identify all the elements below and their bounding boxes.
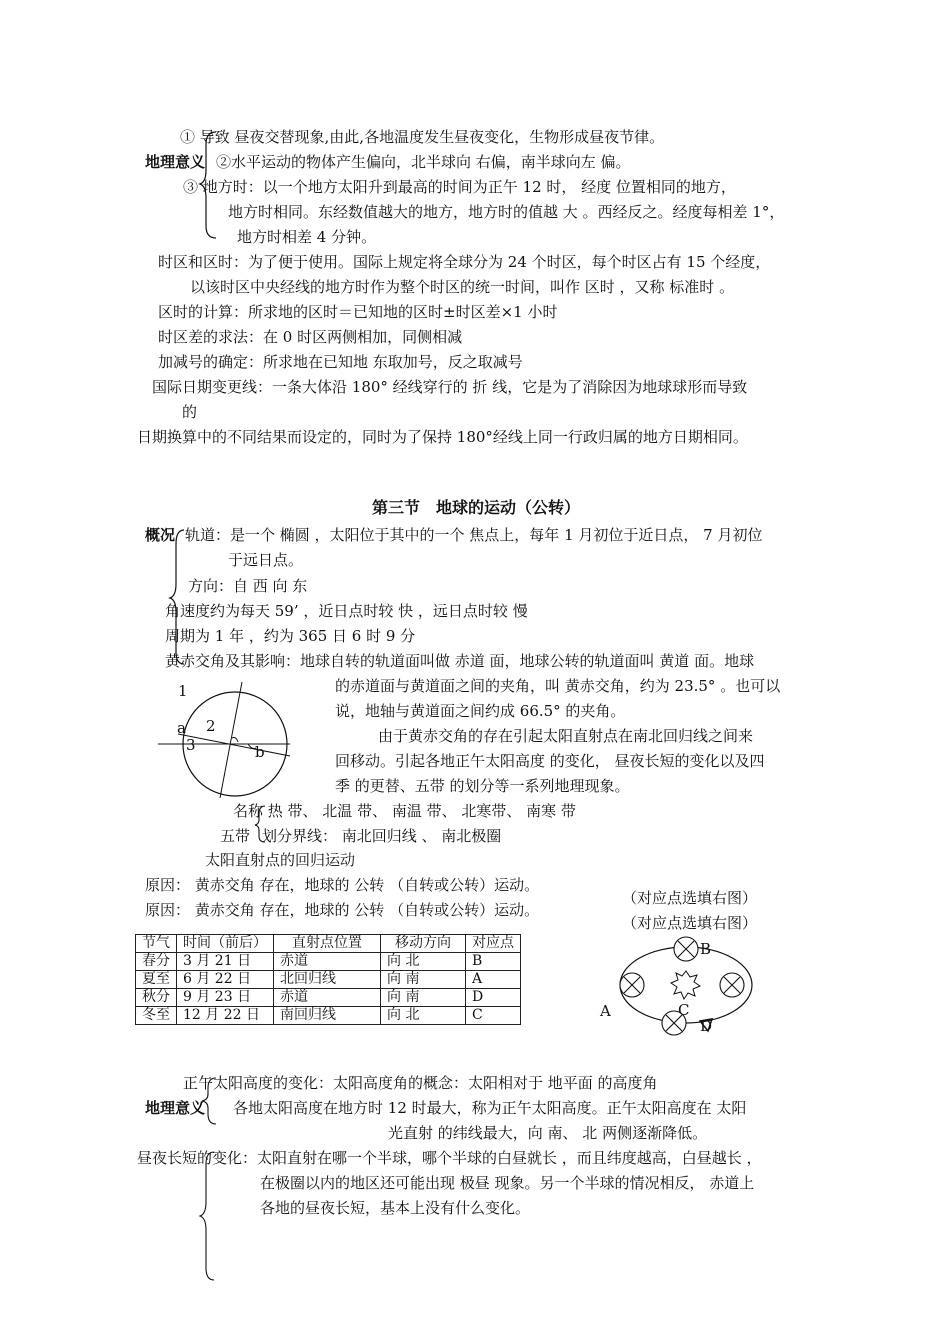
table-cell: 6 月 22 日 [177, 971, 274, 989]
table-cell: 向 北 [381, 1007, 466, 1025]
text-line: 由于黄赤交角的存在引起太阳直射点在南北回归线之间来 [378, 727, 754, 745]
text-line: 时区差的求法：在 0 时区两侧相加，同侧相减 [158, 328, 463, 346]
table-header-cell: 时间（前后） [177, 935, 274, 953]
text-line: 地方时相同。东经数值越大的地方，地方时的值越 大 。西经反之。经度每相差 1°， [228, 203, 785, 221]
text-line: 说，地轴与黄道面之间约成 66.5° 的夹角。 [335, 702, 626, 720]
figure-label: a [177, 719, 186, 737]
note: （对应点选填右图） [622, 914, 758, 932]
orbit-diagram [598, 935, 788, 1045]
table-cell: 北回归线 [274, 971, 381, 989]
table-cell: 夏至 [136, 971, 177, 989]
solar-terms-table [135, 934, 521, 1025]
text-line: 方向：自 西 向 东 [188, 577, 308, 595]
text-line: 原因： 黄赤交角 存在，地球的 公转 （自转或公转）运动。 [145, 901, 540, 919]
text-line: 的赤道面与黄道面之间的夹角，叫 黄赤交角，约为 23.5° 。也可以 [335, 677, 781, 695]
side-label: 地理意义 [145, 153, 206, 171]
table-cell: 冬至 [136, 1007, 177, 1025]
table-cell: 12 月 22 日 [177, 1007, 274, 1025]
text-line: 时区和区时：为了便于使用。国际上规定将全球分为 24 个时区，每个时区占有 15 个经度， [158, 253, 771, 271]
brace-icon [198, 1150, 224, 1282]
table-cell: 向 南 [381, 989, 466, 1007]
figure-label: 1 [178, 682, 188, 700]
orbit-label: B [700, 940, 712, 958]
table-row [136, 971, 521, 989]
text-line: 于远日点。 [228, 551, 304, 569]
text-line: 轨道：是一个 椭圆 ，太阳位于其中的一个 焦点上，每年 1 月初位于近日点， 7 月初位 [185, 526, 763, 544]
text-line: 各地太阳高度在地方时 12 时最大，称为正午太阳高度。正午太阳高度在 太阳 [233, 1099, 747, 1117]
text-line: ③ 地方时：以一个地方太阳升到最高的时间为正午 12 时， 经度 位置相同的地方， [183, 178, 736, 196]
text-line: 太阳直射点的回归运动 [205, 851, 356, 869]
text-line: 划分界线： 南北回归线 、 南北极圈 [262, 827, 502, 845]
table-header-cell: 直射点位置 [274, 935, 381, 953]
brace-icon [168, 528, 198, 668]
figure-label: b [255, 743, 265, 761]
text-line: 昼夜长短的变化：太阳直射在哪一个半球，哪个半球的白昼就长 ，而且纬度越高，白昼越长 ， [137, 1149, 762, 1167]
text-line: 的 [182, 403, 198, 421]
text-line: 五带 [220, 827, 251, 845]
text-line: 区时的计算：所求地的区时＝已知地的区时±时区差×1 小时 [158, 303, 558, 321]
table-header-row [136, 935, 521, 953]
table-cell: 9 月 23 日 [177, 989, 274, 1007]
table-cell: 赤道 [274, 989, 381, 1007]
text-line: 回移动。引起各地正午太阳高度 的变化， 昼夜长短的变化以及四 [335, 752, 765, 770]
figure-label: 2 [206, 717, 216, 735]
table-header-cell: 对应点 [466, 935, 521, 953]
text-line: 周期为 1 年 ，约为 365 日 6 时 9 分 [165, 627, 416, 645]
text-line: 各地的昼夜长短，基本上没有什么变化。 [260, 1199, 531, 1217]
orbit-label: C [678, 1001, 690, 1019]
side-label: 地理意义 [145, 1099, 206, 1117]
table-cell: 赤道 [274, 953, 381, 971]
table-cell: 向 北 [381, 953, 466, 971]
text-line: 地方时相差 4 分钟。 [237, 228, 377, 246]
table-cell: 南回归线 [274, 1007, 381, 1025]
table-cell: 3 月 21 日 [177, 953, 274, 971]
text-line: 国际日期变更线：一条大体沿 180° 经线穿行的 折 线，它是为了消除因为地球球形而导致 [152, 378, 748, 396]
table-cell: C [466, 1007, 521, 1025]
text-line: 以该时区中央经线的地方时作为整个时区的统一时间，叫作 区时 ，又称 标准时 。 [190, 278, 735, 296]
text-line: 原因： 黄赤交角 存在，地球的 公转 （自转或公转）运动。 [145, 876, 540, 894]
table-cell: B [466, 953, 521, 971]
table-cell: 秋分 [136, 989, 177, 1007]
note: （对应点选填右图） [622, 889, 758, 907]
orbit-label: A [600, 1002, 611, 1020]
brace-icon [200, 1076, 226, 1126]
text-line: ②水平运动的物体产生偏向，北半球向 右偏，南半球向左 偏。 [216, 153, 631, 171]
table-cell: D [466, 989, 521, 1007]
earth-axis-figure [150, 680, 300, 800]
text-line: 黄赤交角及其影响：地球自转的轨道面叫做 赤道 面，地球公转的轨道面叫 黄道 面。地球 [165, 652, 755, 670]
text-line: 角速度约为每天 59’ ，近日点时较 快 ，远日点时较 慢 [165, 602, 528, 620]
text-line: 日期换算中的不同结果而设定的，同时为了保持 180°经线上同一行政归属的地方日期相同。 [137, 428, 748, 446]
text-line: ① 导致 昼夜交替现象,由此,各地温度发生昼夜变化，生物形成昼夜节律。 [180, 128, 665, 146]
text-line: 光直射 的纬线最大，向 南、 北 两侧逐渐降低。 [388, 1124, 708, 1142]
table-cell: 向 南 [381, 971, 466, 989]
side-label: 概况 [145, 526, 176, 544]
brace-icon [198, 130, 228, 240]
table-header-cell: 移动方向 [381, 935, 466, 953]
table-row [136, 1007, 521, 1025]
table-row [136, 953, 521, 971]
text-line: 在极圈以内的地区还可能出现 极昼 现象。另一个半球的情况相反， 赤道上 [260, 1174, 755, 1192]
table-header-cell: 节气 [136, 935, 177, 953]
table-cell: A [466, 971, 521, 989]
orbit-label: D [700, 1017, 713, 1035]
table-row [136, 989, 521, 1007]
text-line: 正午太阳高度的变化：太阳高度角的概念：太阳相对于 地平面 的高度角 [183, 1074, 658, 1092]
section-title: 第三节 地球的运动（公转） [372, 498, 581, 517]
figure-label: 3 [186, 736, 196, 754]
text-line: 名称 热 带、 北温 带、 南温 带、 北寒带、 南寒 带 [233, 802, 576, 820]
text-line: 加减号的确定：所求地在已知地 东取加号，反之取减号 [158, 353, 523, 371]
text-line: 季 的更替、五带 的划分等一系列地理现象。 [335, 777, 630, 795]
table-cell: 春分 [136, 953, 177, 971]
